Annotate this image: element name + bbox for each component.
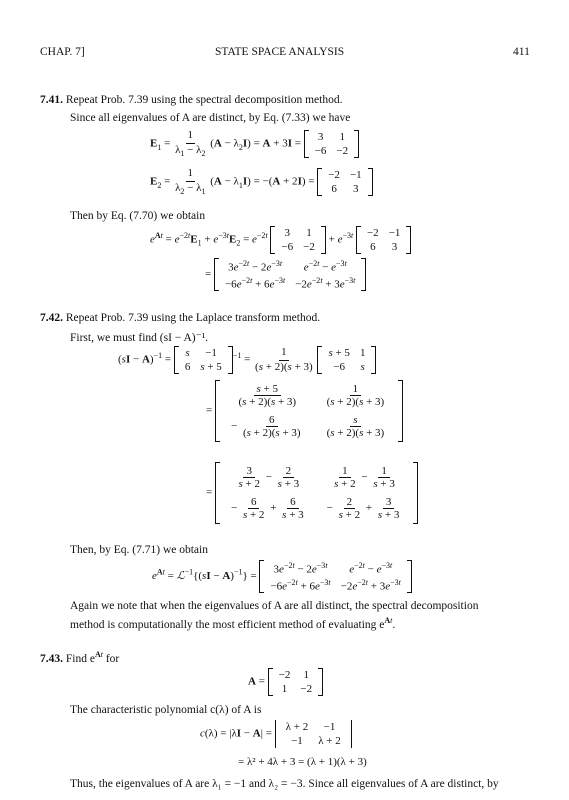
equation-inverse-expanded: = $\frac{s + 5}{(s + 2)(s + 3)}$ $\frac{1}{(s + 2)(s + 3)}$ − $\frac{6}{(s + 2)(s + 3)}$ $\frac{s}{(s + 2)(s + 3)}$ — [206, 380, 403, 442]
running-title: STATE SPACE ANALYSIS — [215, 46, 345, 58]
eq-reference: Then by Eq. (7.70) we obtain — [70, 210, 206, 222]
equation-partial-fractions: = $\frac{3}{s + 2}$ − $\frac{2}{s + 3}$ $\frac{1}{s + 2}$ − $\frac{1}{s + 3}$ − $\frac{6}{s + 2}$ + $\frac{6}{s + 3}$ − $\frac{2}{s + 2}$ + $\frac{3}{s + 3}$ — [206, 462, 418, 524]
problem-number: 7.41. — [40, 94, 63, 106]
problem-statement: Repeat Prob. 7.39 using the spectral decomposition method. — [65, 94, 343, 106]
equation-charpoly-factor: = λ² + 4λ + 3 = (λ + 1)(λ + 3) — [238, 756, 367, 768]
equation-inverse: (sI − A)$^{-1}$ = s −1 6 s + 5 $^{-1}$ = $\frac{1}{(s + 2)(s + 3)}$ s + 5 1 −6 s — [118, 346, 376, 374]
page-number: 411 — [513, 46, 530, 58]
equation-eAt-result-1: = $3e^{-2t} - 2e^{-3t}$ $e^{-2t} - e^{-3t}$ $-6e^{-2t} + 6e^{-3t}$ $-2e^{-2t} + 3e^{-3t}$ — [205, 258, 366, 291]
problem-statement: Repeat Prob. 7.39 using the Laplace transform method. — [65, 312, 321, 324]
then-text: Then, by Eq. (7.71) we obtain — [70, 544, 208, 556]
solution-intro: Since all eigenvalues of A are distinct, by Eq. (7.33) we have — [70, 112, 351, 124]
chapter-label: CHAP. 7] — [40, 46, 85, 58]
equation-charpoly: c(λ) = |λI − A| = λ + 2 −1 −1 λ + 2 — [200, 720, 352, 748]
equation-E2: $E_2$ = $\frac{1}{\lambda_2 - \lambda_1}$ $(A - \lambda_1I) = -(A + 2I)$ = −2 −1 6 3 — [150, 168, 373, 196]
problem-number: 7.43. — [40, 652, 63, 665]
problem-statement: Find e — [65, 652, 95, 665]
note-line-1: Again we note that when the eigenvalues of A are all distinct, the spectral decomposition — [70, 600, 479, 612]
note-line-2: method is computationally the most efficient method of evaluating $e^{At}$. — [70, 616, 396, 631]
problem-7-43: 7.43. Find $e^{At}$ for — [40, 650, 120, 665]
final-line: Thus, the eigenvalues of A are λ₁ = −1 and λ₂ = −3. Since all eigenvalues of A are distinct, by — [70, 778, 499, 790]
equation-eAt-laplace: $e^{At}$ = ℒ$^{-1}${(sI − A)$^{-1}$} = $3e^{-2t} - 2e^{-3t}$ $e^{-2t} - e^{-3t}$ $-6e^{-2t} + 6e^{-3t}$ $-2e^{-2t} + 3e^{-3t}$ — [152, 560, 412, 593]
charpoly-text: The characteristic polynomial c(λ) of A is — [70, 704, 262, 716]
solution-intro: First, we must find (sI − A)⁻¹. — [70, 332, 209, 344]
problem-number: 7.42. — [40, 312, 63, 324]
equation-E1: $E_1$ = $\frac{1}{\lambda_1 - \lambda_2}$ $(A - \lambda_2I) = A + 3I$ = 3 1 −6 −2 — [150, 130, 359, 158]
problem-7-42 — [40, 312, 320, 324]
equation-matrix-A: A = −2 1 1 −2 — [248, 668, 323, 696]
equation-eAt-spectral: $e^{At} = e^{-2t}E_1 + e^{-3t}E_2 = e^{-2t}$ 3 1 −6 −2 + $e^{-3t}$ −2 −1 6 3 — [150, 226, 411, 254]
problem-7-41 — [40, 94, 342, 106]
